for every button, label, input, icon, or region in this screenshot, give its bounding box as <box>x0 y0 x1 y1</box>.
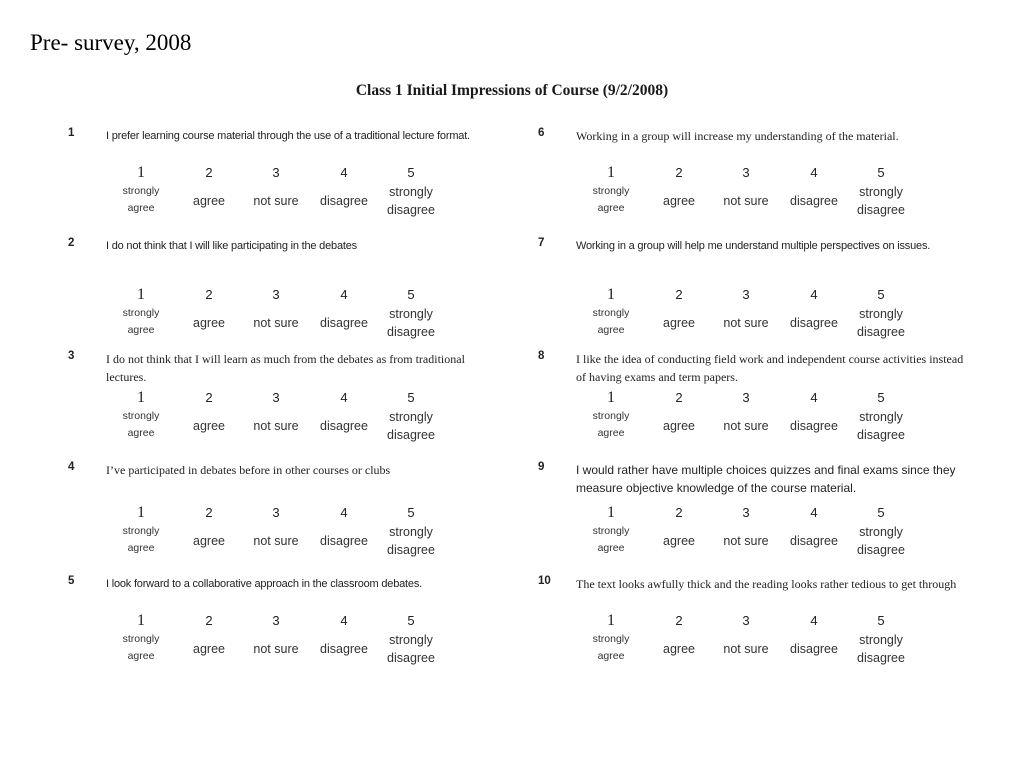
question-number: 5 <box>68 575 75 587</box>
likert-scale <box>576 503 916 559</box>
scale-option[interactable] <box>576 611 646 665</box>
question-text: Working in a group will help me understand multiple perspectives on issues. <box>576 240 931 252</box>
scale-option-label: disagree <box>387 203 435 217</box>
scale-option-label: strongly <box>859 525 903 539</box>
survey-question <box>538 127 978 237</box>
scale-option[interactable] <box>711 503 781 550</box>
scale-option-label: strongly <box>592 525 630 537</box>
scale-option-label: disagree <box>387 651 435 665</box>
scale-option-label: disagree <box>320 316 368 330</box>
scale-option-number: 5 <box>877 287 885 302</box>
scale-option-label: agree <box>127 542 155 554</box>
scale-option-label: strongly <box>592 185 630 197</box>
scale-option-label: agree <box>127 324 155 336</box>
scale-option[interactable] <box>309 163 379 210</box>
scale-option[interactable] <box>241 503 311 550</box>
scale-option[interactable] <box>779 611 849 658</box>
scale-option-number: 4 <box>340 613 348 628</box>
likert-scale <box>106 503 446 559</box>
scale-option-label: agree <box>663 534 695 548</box>
scale-option[interactable] <box>376 503 446 559</box>
scale-option-label: disagree <box>320 642 368 656</box>
scale-option-label: agree <box>663 316 695 330</box>
scale-option[interactable] <box>846 611 916 667</box>
survey-question <box>68 127 508 237</box>
question-number: 3 <box>68 350 75 362</box>
scale-option-label: strongly <box>592 633 630 645</box>
scale-option-label: disagree <box>857 325 905 339</box>
scale-option-label: agree <box>597 324 625 336</box>
scale-option-label: agree <box>193 419 225 433</box>
question-number: 2 <box>68 237 75 249</box>
slide-title: Pre- survey, 2008 <box>30 30 192 55</box>
scale-option[interactable] <box>174 611 244 658</box>
scale-option-number: 1 <box>607 164 615 181</box>
scale-option-number: 3 <box>272 165 280 180</box>
scale-option-number: 4 <box>810 287 818 302</box>
scale-option[interactable] <box>644 163 714 210</box>
scale-option-label: strongly <box>592 307 630 319</box>
scale-option[interactable] <box>846 388 916 444</box>
scale-option-number: 1 <box>137 286 145 303</box>
scale-option-label: strongly <box>389 307 433 321</box>
likert-scale <box>106 163 446 219</box>
question-number: 10 <box>538 575 551 587</box>
scale-option-label: disagree <box>387 543 435 557</box>
scale-option-label: disagree <box>857 203 905 217</box>
scale-option-label: disagree <box>387 428 435 442</box>
scale-option[interactable] <box>846 285 916 341</box>
likert-scale <box>106 285 446 341</box>
scale-option[interactable] <box>576 388 646 442</box>
survey-question <box>538 461 978 571</box>
scale-option[interactable] <box>376 285 446 341</box>
scale-option-number: 1 <box>607 612 615 629</box>
scale-option-number: 3 <box>272 613 280 628</box>
scale-option-label: strongly <box>122 633 160 645</box>
scale-option[interactable] <box>309 611 379 658</box>
scale-option-label: not sure <box>723 534 769 548</box>
scale-option-label: strongly <box>122 410 160 422</box>
scale-option-label: strongly <box>592 410 630 422</box>
question-text: I would rather have multiple choices quizzes and final exams since they measure objective knowledge of the course material. <box>576 463 956 495</box>
scale-option-label: agree <box>193 642 225 656</box>
scale-option-number: 5 <box>407 613 415 628</box>
scale-option-label: disagree <box>320 194 368 208</box>
scale-option-label: strongly <box>859 410 903 424</box>
scale-option[interactable] <box>779 285 849 332</box>
scale-option[interactable] <box>241 285 311 332</box>
scale-option-label: not sure <box>723 642 769 656</box>
scale-option-label: agree <box>663 194 695 208</box>
scale-option-label: not sure <box>253 316 299 330</box>
scale-option-number: 2 <box>675 390 683 405</box>
scale-option-number: 2 <box>205 613 213 628</box>
scale-option-label: strongly <box>389 185 433 199</box>
scale-option-number: 3 <box>272 287 280 302</box>
scale-option-number: 3 <box>742 165 750 180</box>
scale-option-number: 1 <box>607 504 615 521</box>
question-number: 1 <box>68 127 75 139</box>
survey-question <box>538 575 978 685</box>
scale-option[interactable] <box>174 285 244 332</box>
scale-option-number: 2 <box>675 613 683 628</box>
scale-option-number: 2 <box>675 505 683 520</box>
scale-option-label: strongly <box>122 525 160 537</box>
scale-option[interactable] <box>644 388 714 435</box>
scale-option-number: 4 <box>340 505 348 520</box>
scale-option-number: 5 <box>407 287 415 302</box>
scale-option[interactable] <box>711 388 781 435</box>
scale-option-number: 4 <box>340 390 348 405</box>
scale-option[interactable] <box>106 163 176 217</box>
scale-option-number: 4 <box>810 165 818 180</box>
scale-option[interactable] <box>376 611 446 667</box>
question-number: 8 <box>538 350 545 362</box>
question-number: 7 <box>538 237 545 249</box>
scale-option[interactable] <box>711 163 781 210</box>
scale-option-number: 3 <box>742 287 750 302</box>
likert-scale <box>576 285 916 341</box>
likert-scale <box>106 388 446 444</box>
scale-option-number: 5 <box>877 165 885 180</box>
scale-option[interactable] <box>376 388 446 444</box>
scale-option-number: 1 <box>137 612 145 629</box>
question-number: 6 <box>538 127 545 139</box>
scale-option-number: 5 <box>407 165 415 180</box>
scale-option-label: strongly <box>389 410 433 424</box>
scale-option-label: disagree <box>320 534 368 548</box>
question-text: Working in a group will increase my understanding of the material. <box>576 129 899 143</box>
scale-option-label: disagree <box>790 194 838 208</box>
scale-option-number: 1 <box>137 164 145 181</box>
survey-question <box>538 350 978 460</box>
scale-option[interactable] <box>106 503 176 557</box>
scale-option-label: disagree <box>790 534 838 548</box>
scale-option-number: 4 <box>340 287 348 302</box>
scale-option[interactable] <box>241 611 311 658</box>
question-text: The text looks awfully thick and the reading looks rather tedious to get through <box>576 577 957 591</box>
question-text: I prefer learning course material through the use of a traditional lecture format. <box>106 130 470 142</box>
scale-option[interactable] <box>309 285 379 332</box>
scale-option[interactable] <box>711 285 781 332</box>
scale-option[interactable] <box>846 163 916 219</box>
question-text: I do not think that I will like participating in the debates <box>106 240 357 252</box>
scale-option[interactable] <box>644 611 714 658</box>
scale-option-label: not sure <box>253 194 299 208</box>
scale-option-label: agree <box>597 650 625 662</box>
scale-option-number: 1 <box>607 286 615 303</box>
scale-option-number: 1 <box>137 389 145 406</box>
scale-option-number: 3 <box>742 390 750 405</box>
scale-option-label: strongly <box>389 525 433 539</box>
scale-option-label: not sure <box>723 194 769 208</box>
scale-option-number: 3 <box>742 505 750 520</box>
scale-option-label: not sure <box>253 534 299 548</box>
scale-option-label: agree <box>597 542 625 554</box>
scale-option-number: 4 <box>340 165 348 180</box>
scale-option-number: 3 <box>272 390 280 405</box>
scale-option-number: 1 <box>607 389 615 406</box>
scale-option-number: 3 <box>742 613 750 628</box>
survey-question <box>68 237 508 347</box>
question-number: 9 <box>538 461 545 473</box>
scale-option-number: 5 <box>877 613 885 628</box>
question-text: I look forward to a collaborative approach in the classroom debates. <box>106 578 422 590</box>
scale-option-label: not sure <box>253 642 299 656</box>
scale-option-number: 5 <box>877 390 885 405</box>
scale-option-label: strongly <box>122 185 160 197</box>
scale-option[interactable] <box>846 503 916 559</box>
scale-option-label: strongly <box>122 307 160 319</box>
likert-scale <box>576 163 916 219</box>
scale-option-label: agree <box>663 419 695 433</box>
scale-option-label: not sure <box>723 419 769 433</box>
scale-option[interactable] <box>106 285 176 339</box>
scale-option[interactable] <box>779 388 849 435</box>
scale-option[interactable] <box>309 503 379 550</box>
scale-option[interactable] <box>711 611 781 658</box>
scale-option-label: strongly <box>389 633 433 647</box>
likert-scale <box>576 388 916 444</box>
scale-option[interactable] <box>174 388 244 435</box>
scale-option-label: agree <box>193 194 225 208</box>
scale-option[interactable] <box>106 611 176 665</box>
scale-option[interactable] <box>576 503 646 557</box>
scale-option-label: agree <box>127 202 155 214</box>
survey-question <box>68 575 508 685</box>
scale-option-label: agree <box>597 202 625 214</box>
scale-option-label: agree <box>597 427 625 439</box>
scale-option-label: not sure <box>723 316 769 330</box>
question-number: 4 <box>68 461 75 473</box>
scale-option-label: disagree <box>320 419 368 433</box>
scale-option-label: disagree <box>857 651 905 665</box>
scale-option-label: disagree <box>857 543 905 557</box>
scale-option-label: disagree <box>790 419 838 433</box>
scale-option-label: strongly <box>859 633 903 647</box>
question-text: I’ve participated in debates before in other courses or clubs <box>106 463 391 477</box>
scale-option-label: agree <box>193 316 225 330</box>
scale-option-number: 5 <box>407 505 415 520</box>
scale-option-number: 2 <box>205 390 213 405</box>
scale-option-number: 4 <box>810 505 818 520</box>
question-text: I do not think that I will learn as much from the debates as from traditional lectures. <box>106 352 465 384</box>
scale-option-number: 4 <box>810 613 818 628</box>
scale-option-label: strongly <box>859 185 903 199</box>
scale-option-label: disagree <box>387 325 435 339</box>
survey-question <box>68 350 508 460</box>
likert-scale <box>106 611 446 667</box>
scale-option[interactable] <box>576 285 646 339</box>
scale-option[interactable] <box>779 163 849 210</box>
scale-option[interactable] <box>106 388 176 442</box>
scale-option-number: 2 <box>205 165 213 180</box>
scale-option[interactable] <box>241 163 311 210</box>
likert-scale <box>576 611 916 667</box>
scale-option[interactable] <box>576 163 646 217</box>
question-text: I like the idea of conducting field work and independent course activities instead of having exams and term papers. <box>576 352 964 384</box>
scale-option-label: agree <box>193 534 225 548</box>
scale-option-label: agree <box>127 650 155 662</box>
scale-option[interactable] <box>644 503 714 550</box>
scale-option-number: 4 <box>810 390 818 405</box>
scale-option[interactable] <box>241 388 311 435</box>
scale-option-number: 2 <box>675 165 683 180</box>
scale-option-label: disagree <box>857 428 905 442</box>
scale-option-number: 1 <box>137 504 145 521</box>
scale-option-label: agree <box>663 642 695 656</box>
survey-question <box>68 461 508 571</box>
scale-option-number: 5 <box>407 390 415 405</box>
scale-option[interactable] <box>376 163 446 219</box>
document-title: Class 1 Initial Impressions of Course (9/2/2008) <box>355 82 669 99</box>
scale-option-label: agree <box>127 427 155 439</box>
survey-question <box>538 237 978 347</box>
scale-option[interactable] <box>309 388 379 435</box>
scale-option-label: strongly <box>859 307 903 321</box>
scale-option-number: 2 <box>205 505 213 520</box>
scale-option-number: 3 <box>272 505 280 520</box>
scale-option-label: disagree <box>790 316 838 330</box>
scale-option[interactable] <box>174 163 244 210</box>
scale-option[interactable] <box>644 285 714 332</box>
scale-option[interactable] <box>174 503 244 550</box>
scale-option[interactable] <box>779 503 849 550</box>
scale-option-number: 2 <box>675 287 683 302</box>
scale-option-label: disagree <box>790 642 838 656</box>
scale-option-label: not sure <box>253 419 299 433</box>
scale-option-number: 5 <box>877 505 885 520</box>
scale-option-number: 2 <box>205 287 213 302</box>
